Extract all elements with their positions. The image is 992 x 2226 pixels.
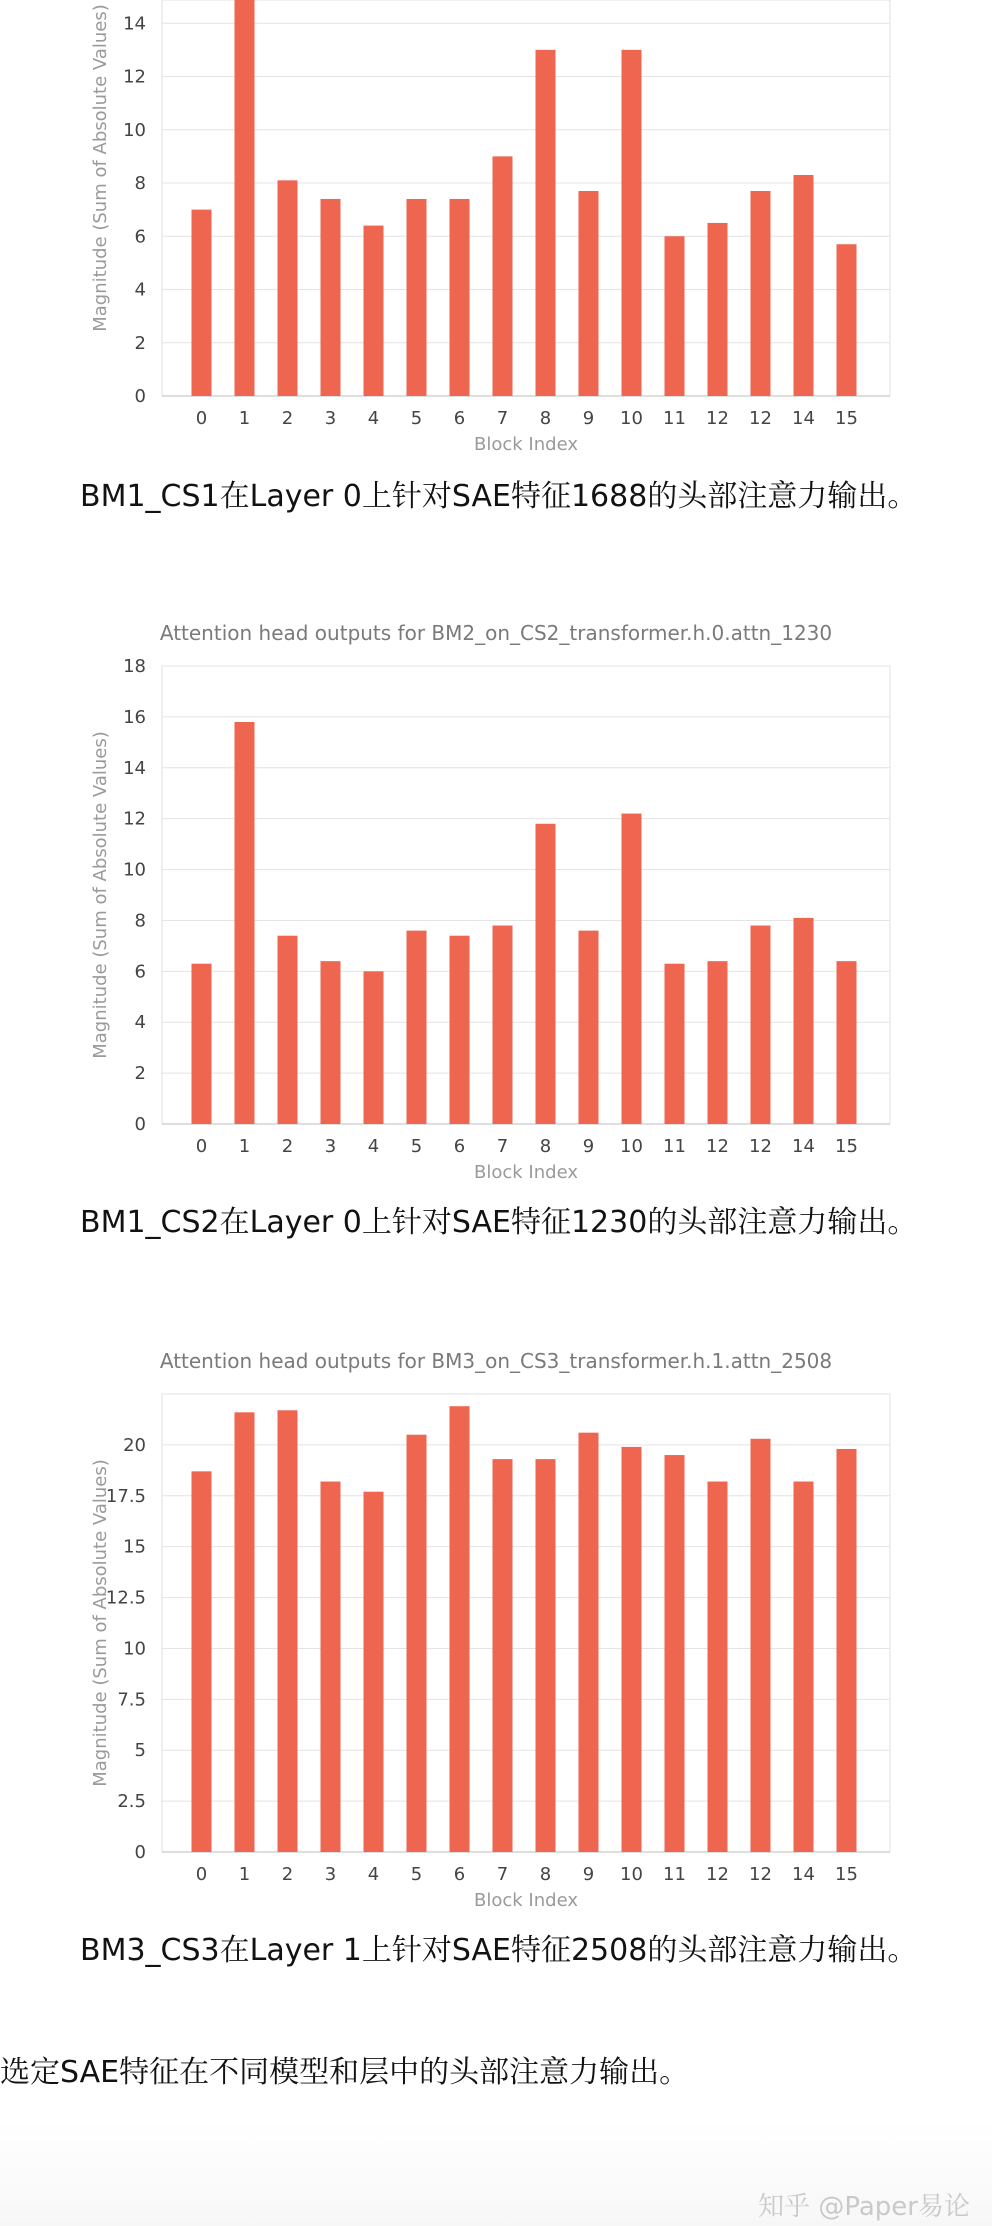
caption-1: BM1_CS1在Layer 0上针对SAE特征1688的头部注意力输出。 bbox=[80, 479, 918, 514]
caption-3: BM3_CS3在Layer 1上针对SAE特征2508的头部注意力输出。 bbox=[80, 1933, 918, 1968]
x-tick-label: 12 bbox=[749, 408, 772, 429]
watermark: 知乎 @Paper易论 bbox=[758, 2192, 970, 2222]
x-tick-label: 11 bbox=[663, 1136, 686, 1157]
bar bbox=[192, 210, 212, 396]
chart-1 bbox=[0, 0, 992, 460]
y-tick-label: 15 bbox=[123, 1536, 146, 1558]
bar bbox=[708, 961, 728, 1124]
bar bbox=[321, 199, 341, 396]
x-tick-label: 15 bbox=[835, 408, 858, 429]
y-tick-label: 18 bbox=[123, 656, 146, 677]
x-tick-label: 5 bbox=[410, 1136, 423, 1157]
bar bbox=[536, 1459, 556, 1852]
x-tick-label: 0 bbox=[195, 408, 208, 429]
x-tick-label: 0 bbox=[195, 1136, 208, 1157]
bar bbox=[794, 1482, 814, 1852]
chart-1-svg bbox=[0, 0, 992, 460]
bar bbox=[192, 964, 212, 1124]
y-tick-label: 6 bbox=[134, 226, 146, 248]
plot-frame bbox=[162, 666, 890, 1124]
bar bbox=[278, 180, 298, 396]
y-tick-label: 20 bbox=[123, 1434, 146, 1456]
y-tick-label: 0 bbox=[134, 386, 146, 407]
y-tick-label: 17.5 bbox=[105, 1485, 146, 1507]
x-tick-label: 10 bbox=[620, 1136, 643, 1157]
bar bbox=[364, 1492, 384, 1852]
x-tick-label: 1 bbox=[238, 1864, 251, 1885]
x-tick-label: 2 bbox=[281, 408, 294, 429]
bar bbox=[407, 931, 427, 1124]
y-tick-label: 2 bbox=[134, 1063, 146, 1085]
bar bbox=[708, 1482, 728, 1852]
x-tick-label: 14 bbox=[792, 408, 815, 429]
bar bbox=[665, 1455, 685, 1852]
bar bbox=[321, 1482, 341, 1852]
bar bbox=[579, 1433, 599, 1852]
chart-title: Attention head outputs for BM3_on_CS3_transformer.h.1.attn_2508 bbox=[159, 1349, 833, 1373]
bar bbox=[751, 191, 771, 396]
x-tick-label: 2 bbox=[281, 1864, 294, 1885]
x-tick-label: 3 bbox=[324, 1136, 337, 1157]
bar bbox=[450, 936, 470, 1124]
caption-2: BM1_CS2在Layer 0上针对SAE特征1230的头部注意力输出。 bbox=[80, 1205, 918, 1240]
x-tick-label: 6 bbox=[453, 408, 466, 429]
x-tick-label: 8 bbox=[539, 408, 552, 429]
x-tick-label: 15 bbox=[835, 1864, 858, 1885]
y-tick-label: 4 bbox=[134, 279, 146, 301]
x-tick-label: 9 bbox=[582, 1136, 595, 1157]
y-tick-label: 0 bbox=[134, 1114, 146, 1135]
bar bbox=[794, 918, 814, 1124]
bar bbox=[579, 191, 599, 396]
bar bbox=[278, 1410, 298, 1852]
bar bbox=[407, 1435, 427, 1852]
x-tick-label: 1 bbox=[238, 1136, 251, 1157]
x-tick-label: 14 bbox=[792, 1136, 815, 1157]
bar bbox=[364, 226, 384, 396]
y-tick-label: 8 bbox=[134, 910, 146, 932]
y-tick-label: 4 bbox=[134, 1012, 146, 1034]
y-axis-label: Magnitude (Sum of Absolute Values) bbox=[90, 731, 111, 1059]
bar bbox=[407, 199, 427, 396]
x-tick-label: 7 bbox=[496, 1864, 509, 1885]
x-tick-label: 10 bbox=[620, 408, 643, 429]
x-tick-label: 1 bbox=[238, 408, 251, 429]
x-axis-label: Block Index bbox=[474, 1162, 578, 1183]
x-tick-label: 3 bbox=[324, 1864, 337, 1885]
x-axis-label: Block Index bbox=[474, 1890, 578, 1911]
bar bbox=[622, 814, 642, 1124]
bar bbox=[708, 223, 728, 396]
chart-3-svg bbox=[0, 1338, 992, 1918]
y-tick-label: 10 bbox=[123, 1638, 146, 1660]
bar bbox=[751, 926, 771, 1124]
x-tick-label: 11 bbox=[663, 1864, 686, 1885]
bar bbox=[278, 936, 298, 1124]
plot-frame bbox=[162, 1394, 890, 1852]
x-tick-label: 10 bbox=[620, 1864, 643, 1885]
bar bbox=[837, 1449, 857, 1852]
chart-2-svg bbox=[0, 610, 992, 1190]
bar bbox=[579, 931, 599, 1124]
bar bbox=[622, 1447, 642, 1852]
bar bbox=[751, 1439, 771, 1852]
y-tick-label: 16 bbox=[123, 706, 146, 728]
x-tick-label: 5 bbox=[410, 408, 423, 429]
x-axis-label: Block Index bbox=[474, 434, 578, 455]
x-tick-label: 4 bbox=[367, 408, 380, 429]
bar bbox=[622, 50, 642, 396]
x-tick-label: 12 bbox=[706, 1864, 729, 1885]
x-tick-label: 6 bbox=[453, 1136, 466, 1157]
y-axis-label: Magnitude (Sum of Absolute Values) bbox=[90, 4, 111, 332]
bar bbox=[493, 1459, 513, 1852]
x-tick-label: 4 bbox=[367, 1136, 380, 1157]
x-tick-label: 9 bbox=[582, 408, 595, 429]
y-axis-label: Magnitude (Sum of Absolute Values) bbox=[90, 1459, 111, 1787]
y-tick-label: 12.5 bbox=[105, 1587, 146, 1609]
y-tick-label: 2.5 bbox=[117, 1791, 146, 1813]
x-tick-label: 12 bbox=[749, 1864, 772, 1885]
bar bbox=[450, 199, 470, 396]
y-tick-label: 12 bbox=[123, 808, 146, 830]
bar bbox=[665, 964, 685, 1124]
bar bbox=[536, 824, 556, 1124]
bar bbox=[665, 236, 685, 396]
x-tick-label: 14 bbox=[792, 1864, 815, 1885]
x-tick-label: 12 bbox=[706, 1136, 729, 1157]
bar bbox=[837, 244, 857, 396]
x-tick-label: 11 bbox=[663, 408, 686, 429]
x-tick-label: 0 bbox=[195, 1864, 208, 1885]
x-tick-label: 7 bbox=[496, 1136, 509, 1157]
bar bbox=[192, 1471, 212, 1852]
x-tick-label: 6 bbox=[453, 1864, 466, 1885]
y-tick-label: 0 bbox=[134, 1842, 146, 1863]
x-tick-label: 8 bbox=[539, 1136, 552, 1157]
x-tick-label: 12 bbox=[749, 1136, 772, 1157]
plot-frame bbox=[162, 0, 890, 396]
chart-2 bbox=[0, 610, 992, 1190]
x-tick-label: 2 bbox=[281, 1136, 294, 1157]
x-tick-label: 8 bbox=[539, 1864, 552, 1885]
bar bbox=[235, 1412, 255, 1852]
y-tick-label: 12 bbox=[123, 66, 146, 88]
x-tick-label: 15 bbox=[835, 1136, 858, 1157]
chart-3 bbox=[0, 1338, 992, 1918]
x-tick-label: 12 bbox=[706, 408, 729, 429]
x-tick-label: 4 bbox=[367, 1864, 380, 1885]
x-tick-label: 9 bbox=[582, 1864, 595, 1885]
bar bbox=[235, 0, 255, 396]
y-tick-label: 5 bbox=[134, 1740, 146, 1762]
bar bbox=[364, 971, 384, 1124]
bar bbox=[321, 961, 341, 1124]
bar bbox=[450, 1406, 470, 1852]
chart-title: Attention head outputs for BM2_on_CS2_transformer.h.0.attn_1230 bbox=[159, 621, 833, 645]
y-tick-label: 10 bbox=[123, 119, 146, 141]
y-tick-label: 2 bbox=[134, 332, 146, 354]
bar bbox=[493, 156, 513, 396]
bar bbox=[235, 722, 255, 1124]
y-tick-label: 6 bbox=[134, 961, 146, 983]
summary-text: 选定SAE特征在不同模型和层中的头部注意力输出。 bbox=[0, 2055, 690, 2090]
y-tick-label: 7.5 bbox=[117, 1689, 146, 1711]
x-tick-label: 7 bbox=[496, 408, 509, 429]
y-tick-label: 14 bbox=[123, 757, 146, 779]
x-tick-label: 5 bbox=[410, 1864, 423, 1885]
bar bbox=[536, 50, 556, 396]
y-tick-label: 10 bbox=[123, 859, 146, 881]
bar bbox=[837, 961, 857, 1124]
x-tick-label: 3 bbox=[324, 408, 337, 429]
y-tick-label: 14 bbox=[123, 13, 146, 35]
bar bbox=[794, 175, 814, 396]
bar bbox=[493, 926, 513, 1124]
y-tick-label: 8 bbox=[134, 173, 146, 194]
